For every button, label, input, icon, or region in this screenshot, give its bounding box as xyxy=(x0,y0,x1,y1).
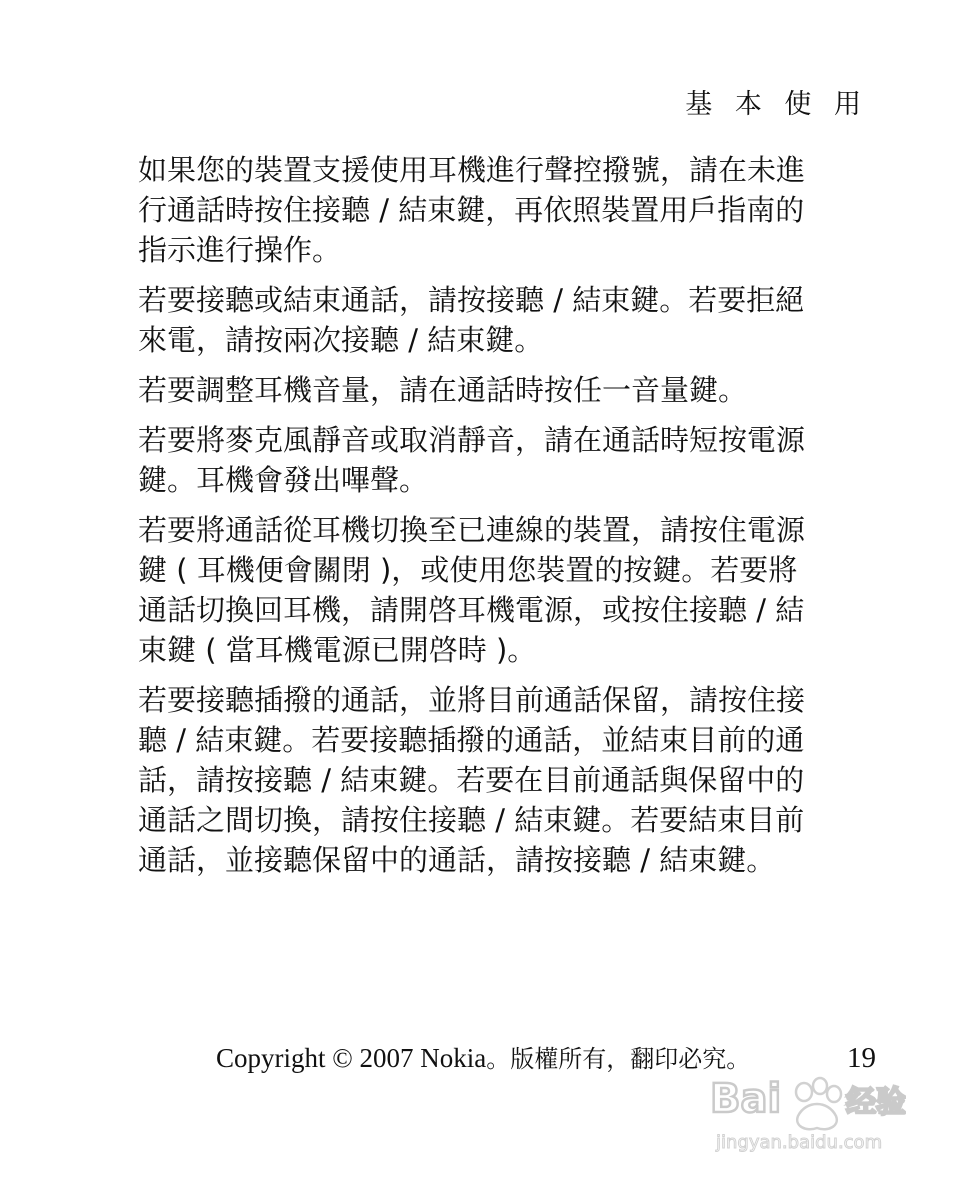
paragraph-mute xyxy=(138,420,878,500)
body-text xyxy=(138,150,878,890)
text-line: 若要將麥克風靜音或取消靜音，請在通話時短按電源 xyxy=(138,423,806,457)
rights-text: 。版權所有，翻印必究。 xyxy=(486,1045,751,1073)
text-line: 若要接聽插撥的通話，並將目前通話保留，請按住接 xyxy=(138,683,806,717)
baidu-jingyan-watermark-icon xyxy=(706,1060,906,1160)
text-line: 若要將通話從耳機切換至已連線的裝置，請按住電源 xyxy=(138,513,806,547)
text-line: 如果您的裝置支援使用耳機進行聲控撥號，請在未進 xyxy=(138,153,806,187)
page-header-section-title: 基 本 使 用 xyxy=(685,89,868,120)
paragraph-voice-dialing xyxy=(138,150,878,270)
text-line: 聽 / 結束鍵。若要接聽插撥的通話，並結束目前的通 xyxy=(138,723,805,757)
paragraph-call-waiting xyxy=(138,680,878,880)
text-line: 來電，請按兩次接聽 / 結束鍵。 xyxy=(138,323,544,357)
text-line: 若要接聽或結束通話，請按接聽 / 結束鍵。若要拒絕 xyxy=(138,283,805,317)
text-line: 鍵 ( 耳機便會關閉 )，或使用您裝置的按鍵。若要將 xyxy=(138,553,798,587)
paragraph-volume xyxy=(138,370,878,410)
copyright-text: Copyright © 2007 Nokia xyxy=(216,1043,487,1073)
text-line: 指示進行操作。 xyxy=(138,233,342,267)
page-number: 19 xyxy=(847,1042,876,1074)
paragraph-answer-end-call xyxy=(138,280,878,360)
text-line: 鍵。耳機會發出嗶聲。 xyxy=(138,463,429,497)
text-line: 話，請按接聽 / 結束鍵。若要在目前通話與保留中的 xyxy=(138,763,805,797)
svg-text:经验: 经验 xyxy=(846,1085,906,1120)
text-line: 通話，並接聽保留中的通話，請按接聽 / 結束鍵。 xyxy=(138,843,776,877)
svg-text:Bai: Bai xyxy=(710,1076,782,1122)
svg-text:jingyan.baidu.com: jingyan.baidu.com xyxy=(716,1132,883,1153)
text-line: 束鍵 ( 當耳機電源已開啓時 )。 xyxy=(138,633,537,667)
text-line: 若要調整耳機音量，請在通話時按任一音量鍵。 xyxy=(138,373,748,407)
text-line: 通話之間切換，請按住接聽 / 結束鍵。若要結束目前 xyxy=(138,803,805,837)
text-line: 通話切換回耳機，請開啓耳機電源，或按住接聽 / 結 xyxy=(138,593,805,627)
text-line: 行通話時按住接聽 / 結束鍵，再依照裝置用戶指南的 xyxy=(138,193,805,227)
paragraph-switch-call xyxy=(138,510,878,670)
